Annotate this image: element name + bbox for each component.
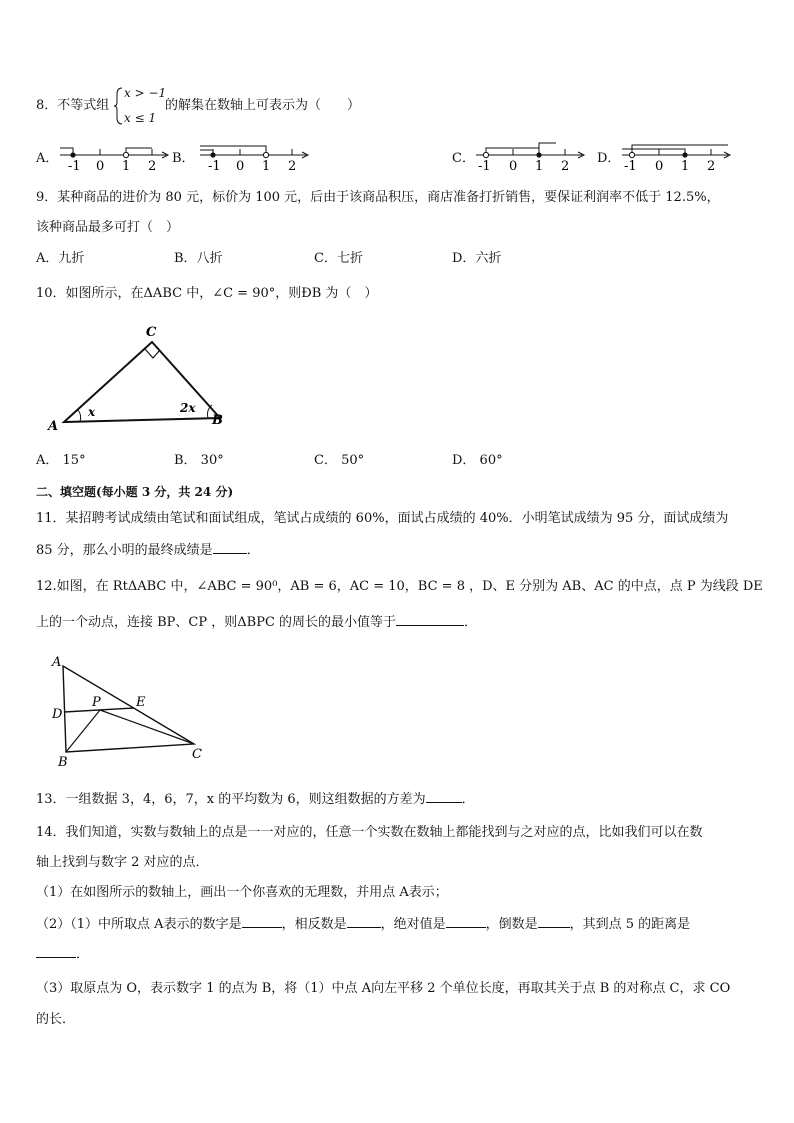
q8-system-bottom: x ≤ 1 bbox=[124, 111, 157, 125]
q10-angle-x: x bbox=[88, 405, 96, 419]
q8-stem-pre: 8．不等式组 bbox=[36, 98, 110, 113]
q8-b-tick-neg1: -1 bbox=[208, 159, 221, 174]
q9-option-d[interactable]: D．六折 bbox=[452, 251, 502, 266]
q11-line-2-end: ． bbox=[246, 543, 260, 558]
q12-answer-blank[interactable] bbox=[396, 613, 464, 626]
q14-line-2: 轴上找到与数字 2 对应的点． bbox=[36, 855, 209, 870]
q10-label-b: B bbox=[212, 413, 223, 428]
q10-option-d[interactable]: D． 60° bbox=[452, 453, 503, 468]
q12-line-1: 12.如图，在 RtΔABC 中，∠ABC = 90⁰，AB = 6，AC = 10，BC = 8 ，D、E 分别为 AB、AC 的中点，点 P 为线段 DE bbox=[36, 579, 763, 594]
q8-d-tick-neg1: -1 bbox=[624, 159, 637, 174]
q13-end: ． bbox=[461, 792, 475, 807]
q8-stem-post: 的解集在数轴上可表示为（ ） bbox=[165, 98, 361, 113]
q10-triangle-figure bbox=[44, 318, 244, 436]
q9-line-2: 该种商品最多可打（ ） bbox=[36, 220, 180, 235]
q8-d-tick-0: 0 bbox=[655, 159, 664, 174]
q13-answer-blank[interactable] bbox=[426, 790, 462, 803]
q14-part-2 bbox=[36, 915, 690, 934]
q12-triangle-figure bbox=[44, 650, 214, 774]
q11-line-2 bbox=[36, 541, 260, 560]
q12-line-2-end: ． bbox=[464, 615, 478, 630]
q11-line-2-text: 85 分，那么小明的最终成绩是 bbox=[36, 543, 213, 558]
q12-label-c: C bbox=[192, 747, 202, 762]
q14-part-2-line-2 bbox=[36, 945, 89, 964]
q8-b-tick-2: 2 bbox=[288, 159, 297, 174]
q12-label-d: D bbox=[52, 707, 63, 722]
q8-system-top: x > −1 bbox=[124, 86, 167, 100]
q11-answer-blank[interactable] bbox=[213, 541, 247, 554]
q14-part-2-b: ，相反数是 bbox=[281, 917, 347, 932]
q14-blank-opposite[interactable] bbox=[347, 915, 381, 928]
q12-label-p: P bbox=[92, 695, 101, 710]
q14-blank-distance[interactable] bbox=[36, 945, 76, 958]
q8-option-d-number-line bbox=[620, 138, 735, 174]
q11-line-1: 11．某招聘考试成绩由笔试和面试组成，笔试占成绩的 60%，面试占成绩的 40%．小明笔试成绩为 95 分，面试成绩为 bbox=[36, 511, 729, 526]
q8-d-tick-1: 1 bbox=[681, 159, 690, 174]
q13-line bbox=[36, 790, 475, 809]
q14-part-2-end: ． bbox=[76, 947, 90, 962]
q14-part-1: （1）在如图所示的数轴上，画出一个你喜欢的无理数，并用点 A表示； bbox=[36, 885, 448, 900]
q8-option-c-label[interactable]: C． bbox=[452, 151, 475, 166]
q8-c-tick-0: 0 bbox=[509, 159, 518, 174]
q8-option-b-number-line bbox=[198, 138, 313, 174]
q10-label-a: A bbox=[48, 419, 59, 434]
q10-angle-2x: 2x bbox=[180, 401, 196, 415]
q14-part-2-d: ，倒数是 bbox=[485, 917, 538, 932]
q12-line-2-text: 上的一个动点，连接 BP、CP ，则ΔBPC 的周长的最小值等于 bbox=[36, 615, 397, 630]
q12-label-a: A bbox=[52, 655, 62, 670]
q8-c-tick-2: 2 bbox=[561, 159, 570, 174]
q12-line-2 bbox=[36, 613, 477, 632]
q14-part-3-end: 的长． bbox=[36, 1012, 76, 1027]
q9-option-c[interactable]: C．七折 bbox=[314, 251, 363, 266]
q14-part-2-c: ，绝对值是 bbox=[380, 917, 446, 932]
q8-option-b-label[interactable]: B． bbox=[172, 151, 195, 166]
q12-label-b: B bbox=[58, 755, 68, 770]
q8-a-tick-1: 1 bbox=[122, 159, 131, 174]
q8-a-tick-0: 0 bbox=[96, 159, 105, 174]
q10-stem: 10．如图所示，在ΔABC 中，∠C = 90°，则ÐB 为（ ） bbox=[36, 286, 378, 301]
q8-c-tick-neg1: -1 bbox=[478, 159, 491, 174]
q10-option-b[interactable]: B． 30° bbox=[174, 453, 224, 468]
q8-option-c-number-line bbox=[474, 138, 589, 174]
q8-a-tick-neg1: -1 bbox=[68, 159, 81, 174]
q8-b-tick-0: 0 bbox=[236, 159, 245, 174]
q10-label-c: C bbox=[146, 325, 157, 340]
q10-option-a[interactable]: A． 15° bbox=[36, 453, 86, 468]
q9-option-a[interactable]: A．九折 bbox=[36, 251, 85, 266]
q8-option-a-number-line bbox=[58, 138, 173, 174]
q8-d-tick-2: 2 bbox=[707, 159, 716, 174]
q14-blank-absolute[interactable] bbox=[446, 915, 486, 928]
q14-blank-reciprocal[interactable] bbox=[538, 915, 570, 928]
q9-option-b[interactable]: B．八折 bbox=[174, 251, 223, 266]
q9-line-1: 9．某种商品的进价为 80 元，标价为 100 元，后由于该商品积压，商店准备打折销售，要保证利润率不低于 12.5%， bbox=[36, 190, 720, 205]
q8-a-tick-2: 2 bbox=[148, 159, 157, 174]
q8-c-tick-1: 1 bbox=[535, 159, 544, 174]
q8-b-tick-1: 1 bbox=[262, 159, 271, 174]
section-2-heading: 二、填空题(每小题 3 分，共 24 分) bbox=[36, 485, 234, 499]
q13-text: 13．一组数据 3，4，6，7，x 的平均数为 6，则这组数据的方差为 bbox=[36, 792, 426, 807]
q10-option-c[interactable]: C． 50° bbox=[314, 453, 365, 468]
q14-part-3: （3）取原点为 O，表示数字 1 的点为 B，将（1）中点 A向左平移 2 个单位长度，再取其关于点 B 的对称点 C，求 CO bbox=[36, 981, 731, 996]
q14-line-1: 14．我们知道，实数与数轴上的点是一一对应的，任意一个实数在数轴上都能找到与之对应的点，比如我们可以在数 bbox=[36, 825, 703, 840]
q14-part-2-a: （2）（1）中所取点 A表示的数字是 bbox=[36, 917, 242, 932]
q8-option-d-label[interactable]: D． bbox=[597, 151, 621, 166]
q12-label-e: E bbox=[136, 695, 146, 710]
q14-part-2-e: ，其到点 5 的距离是 bbox=[569, 917, 691, 932]
q14-blank-value[interactable] bbox=[242, 915, 282, 928]
q8-option-a-label[interactable]: A． bbox=[36, 151, 59, 166]
